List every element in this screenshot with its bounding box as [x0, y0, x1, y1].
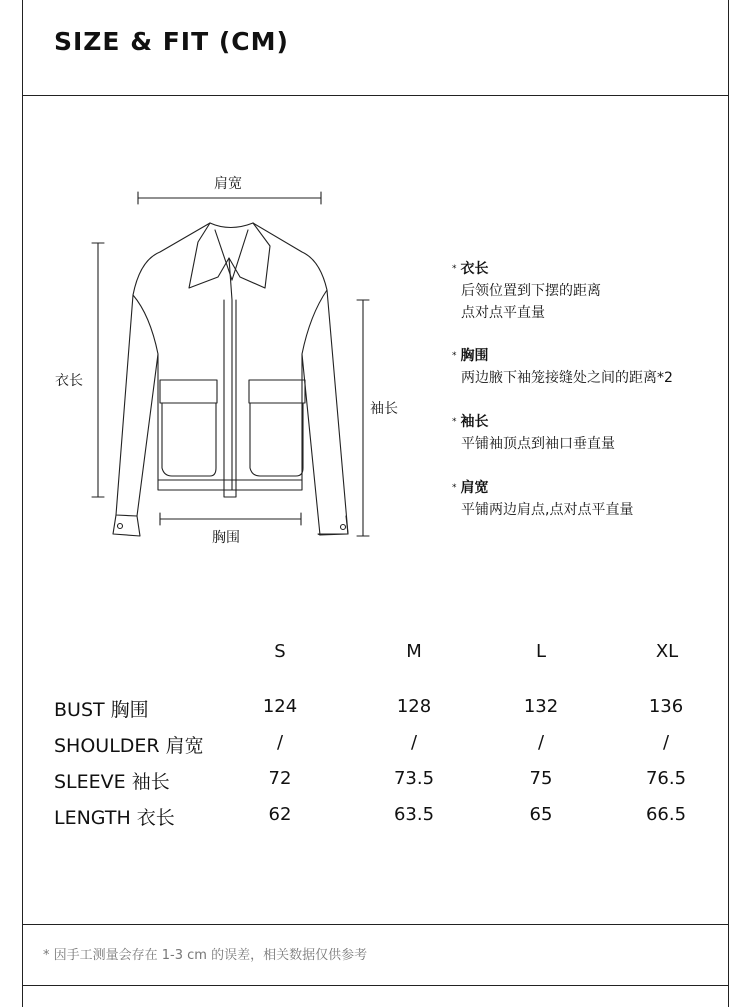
note-length-head: 衣长 — [460, 261, 489, 277]
cell-length-m: 63.5 — [393, 804, 435, 825]
cell-bust-m: 128 — [396, 696, 432, 717]
cell-sleeve-xl: 76.5 — [645, 768, 687, 789]
cell-shoulder-l: / — [537, 732, 545, 753]
cell-sleeve-m: 73.5 — [393, 768, 435, 789]
note-shoulder-head: 肩宽 — [460, 480, 489, 496]
cell-length-s: 62 — [268, 804, 292, 825]
cell-length-xl: 66.5 — [645, 804, 687, 825]
size-header-l: L — [535, 641, 547, 662]
note-length-line2: 点对点平直量 — [461, 305, 545, 321]
cell-length-l: 65 — [529, 804, 553, 825]
cell-bust-l: 132 — [523, 696, 559, 717]
cell-bust-xl: 136 — [648, 696, 684, 717]
row-label-sleeve: SLEEVE 袖长 — [54, 771, 170, 793]
note-sleeve: * 袖长 平铺袖顶点到袖口垂直量 — [452, 411, 615, 455]
size-header-xl: XL — [655, 641, 679, 662]
cell-bust-s: 124 — [262, 696, 298, 717]
row-label-bust: BUST 胸围 — [54, 699, 149, 721]
cell-sleeve-l: 75 — [529, 768, 553, 789]
footnote: * 因手工测量会存在 1-3 cm 的误差，相关数据仅供参考 — [43, 948, 368, 963]
cell-sleeve-s: 72 — [268, 768, 292, 789]
cell-shoulder-xl: / — [662, 732, 670, 753]
label-length: 衣长 — [55, 373, 83, 389]
label-bust: 胸围 — [212, 530, 240, 546]
note-shoulder-line1: 平铺两边肩点,点对点平直量 — [461, 502, 634, 518]
label-sleeve: 袖长 — [370, 401, 398, 417]
note-shoulder: * 肩宽 平铺两边肩点,点对点平直量 — [452, 477, 633, 521]
size-header-s: S — [274, 641, 286, 662]
bottom-divider — [22, 985, 729, 986]
cell-shoulder-s: / — [276, 732, 284, 753]
cell-shoulder-m: / — [410, 732, 418, 753]
note-bust: * 胸围 两边腋下袖笼接缝处之间的距离*2 — [452, 345, 673, 389]
note-bust-line1: 两边腋下袖笼接缝处之间的距离*2 — [461, 370, 673, 386]
row-label-shoulder: SHOULDER 肩宽 — [54, 735, 204, 757]
footer-divider — [22, 924, 729, 925]
row-label-length: LENGTH 衣长 — [54, 807, 175, 829]
note-length-line1: 后领位置到下摆的距离 — [461, 283, 601, 299]
note-bust-head: 胸围 — [460, 348, 489, 364]
label-shoulder: 肩宽 — [214, 176, 242, 192]
note-sleeve-line1: 平铺袖顶点到袖口垂直量 — [461, 436, 615, 452]
note-sleeve-head: 袖长 — [460, 414, 489, 430]
size-header-m: M — [406, 641, 422, 662]
page-title: SIZE & FIT (CM) — [54, 27, 289, 56]
note-length: * 衣长 后领位置到下摆的距离 点对点平直量 — [452, 258, 601, 324]
